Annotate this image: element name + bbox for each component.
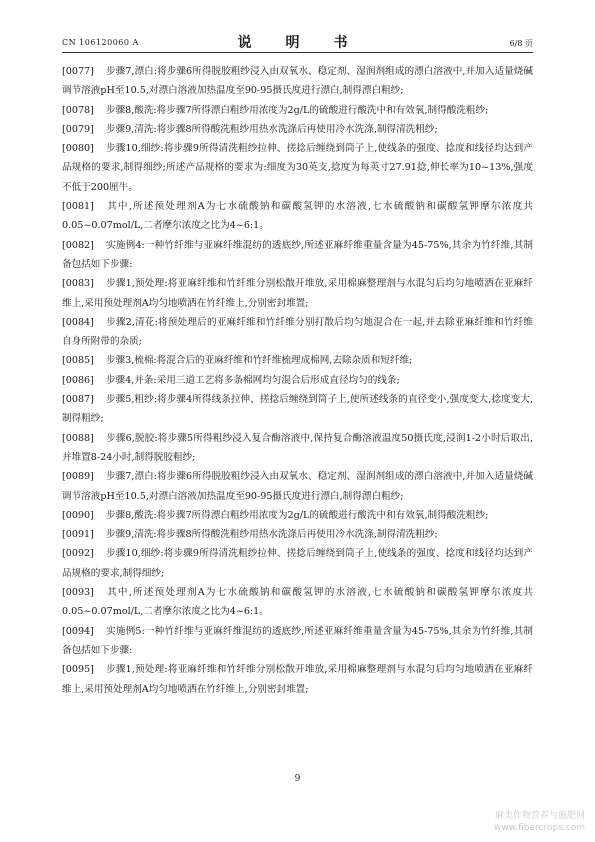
- paragraph-text: 步骤3,梳棉:将混合后的亚麻纤维和竹纤维梳理成棉网,去除杂质和短纤维;: [105, 355, 413, 367]
- paragraph-number: [0093]: [62, 587, 94, 599]
- paragraph: [62, 120, 533, 139]
- paragraph-text: 步骤8,酸洗:将步骤7所得漂白粗纱用浓度为2g/L的硫酸进行酸洗中和有效氧,制得酸洗粗纱;: [105, 509, 489, 521]
- paragraph-text: 步骤7,漂白:将步骤6所得脱胶粗纱浸入由双氧水、稳定剂、湿润剂组成的漂白溶液中,并加入适量烧碱调节溶液pH至10.5,对漂白溶液加热温度至90-95摄氏度进行漂白,制得漂白粗纱;: [62, 66, 533, 97]
- paragraph-text: 步骤6,脱胶:将步骤5所得粗纱浸入复合酶溶液中,保持复合酶溶液温度50摄氏度,浸润1-2小时后取出,并堆置8-24小时,制得脱胶粗纱;: [62, 432, 533, 463]
- paragraph-number: [0085]: [62, 355, 94, 367]
- paragraph-number: [0095]: [62, 664, 94, 676]
- paragraph-text: 步骤10,细纱:将步骤9所得清洗粗纱拉伸、搓捻后缠绕到筒子上,使线条的强度、捻度和线径均达到产品规格的要求,制得细纱;: [62, 548, 533, 579]
- paragraph-text: 实施例5:一种竹纤维与亚麻纤维混纺的透底纱,所述亚麻纤维重量含量为45-75%,其余为竹纤维,其制备包括如下步骤:: [62, 625, 533, 656]
- paragraph-number: [0092]: [62, 548, 94, 560]
- paragraph-number: [0081]: [62, 201, 94, 213]
- paragraph-text: 步骤1,预处理:将亚麻纤维和竹纤维分别松散开堆放,采用棉麻整理剂与水混匀后均匀地喷洒在亚麻纤维上,采用预处理剂A均匀地喷洒在竹纤维上,分别密封堆置;: [62, 664, 533, 695]
- paragraph: [62, 390, 533, 429]
- paragraph-number: [0087]: [62, 394, 94, 406]
- paragraph-number: [0090]: [62, 509, 94, 521]
- paragraph-number: [0079]: [62, 123, 94, 135]
- paragraph: [62, 506, 533, 525]
- paragraph-number: [0086]: [62, 374, 94, 386]
- paragraph-number: [0082]: [62, 239, 94, 251]
- paragraph: [62, 467, 533, 506]
- paragraph-text: 步骤2,清花:将预处理后的亚麻纤维和竹纤维分别打散后均匀地混合在一起,并去除亚麻纤维和竹纤维自身所附带的杂质;: [62, 316, 533, 348]
- page-number: 9: [294, 774, 301, 784]
- paragraph-text: 步骤1,预处理:将亚麻纤维和竹纤维分别松散开堆放,采用棉麻整理剂与水混匀后均匀地喷洒在亚麻纤维上,采用预处理剂A均匀地喷洒在竹纤维上,分别密封堆置;: [62, 278, 533, 309]
- paragraph: [62, 660, 533, 699]
- paragraph-number: [0080]: [62, 143, 94, 155]
- publication-number: CN 106120060 A: [62, 38, 139, 47]
- paragraph-text: 步骤10,细纱:将步骤9所得清洗粗纱拉伸、搓捻后缠绕到筒子上,使线条的强度、捻度和线径均达到产品规格的要求,制得细纱;所述产品规格的要求为:细度为30英支,捻度为每英寸27.91捻,伸长率为10~13%,强度不低于200厘牛。: [62, 143, 533, 193]
- paragraph-number: [0077]: [62, 66, 94, 77]
- paragraph: [62, 583, 533, 622]
- paragraph-text: 实施例4:一种竹纤维与亚麻纤维混纺的透底纱,所述亚麻纤维重量含量为45-75%,其余为竹纤维,其制备包括如下步骤:: [62, 239, 533, 270]
- page-header: [62, 30, 533, 53]
- watermark: [494, 810, 585, 834]
- paragraph: [62, 139, 533, 197]
- paragraph-text: 其中,所述预处理剂A为七水硫酸钠和碳酸氢钾的水溶液,七水硫酸钠和碳酸氢钾摩尔浓度共0.05~0.07mol/L,二者摩尔浓度之比为4~6:1。: [62, 587, 533, 618]
- document-title: 说 明 书: [237, 35, 358, 51]
- paragraph: [62, 274, 533, 313]
- paragraph: [62, 313, 533, 352]
- paragraph-text: 步骤9,清洗:将步骤8所得酸洗粗纱用热水洗涤后再使用冷水洗涤,制得清洗粗纱;: [105, 123, 438, 135]
- paragraph: [62, 371, 533, 390]
- paragraph: [62, 429, 533, 468]
- paragraph-number: [0089]: [62, 471, 94, 483]
- paragraph: [62, 351, 533, 370]
- paragraph-number: [0088]: [62, 432, 94, 444]
- paragraph-number: [0078]: [62, 104, 94, 116]
- description-body: [62, 62, 533, 699]
- paragraph-number: [0083]: [62, 278, 94, 290]
- paragraph: [62, 101, 533, 120]
- paragraph-text: 步骤4,并条:采用三道工艺将多条棉网均匀混合后形成直径均匀的线条;: [105, 374, 400, 386]
- paragraph: [62, 525, 533, 544]
- paragraph-number: [0094]: [62, 625, 94, 637]
- paragraph: [62, 622, 533, 661]
- watermark-url: www.fibercrops.com: [494, 823, 585, 833]
- watermark-site-name: 麻类作物营养与施肥网: [494, 811, 585, 821]
- paragraph-text: 步骤9,清洗:将步骤8所得酸洗粗纱用热水洗涤后再使用冷水洗涤,制得清洗粗纱;: [105, 529, 438, 541]
- paragraph: [62, 544, 533, 583]
- paragraph-text: 步骤5,粗纱:将步骤4所得线条拉伸、搓捻后缠绕到筒子上,使所述线条的直径变小,强度变大,捻度变大,制得粗纱;: [62, 394, 533, 425]
- paragraph: [62, 236, 533, 275]
- paragraph-text: 步骤7,漂白:将步骤6所得脱胶粗纱浸入由双氧水、稳定剂、湿润剂组成的漂白溶液中,并加入适量烧碱调节溶液pH至10.5,对漂白溶液加热温度至90-95摄氏度进行漂白,制得漂白粗纱;: [62, 471, 533, 502]
- paragraph-text: 其中,所述预处理剂A为七水硫酸钠和碳酸氢钾的水溶液,七水硫酸钠和碳酸氢钾摩尔浓度共0.05~0.07mol/L,二者摩尔浓度之比为4~6:1。: [62, 201, 533, 232]
- paragraph-number: [0084]: [62, 316, 94, 328]
- paragraph: [62, 62, 533, 101]
- paragraph-number: [0091]: [62, 529, 94, 541]
- page-info: 6/8 页: [509, 39, 533, 48]
- paragraph-text: 步骤8,酸洗:将步骤7所得漂白粗纱用浓度为2g/L的硫酸进行酸洗中和有效氧,制得酸洗粗纱;: [105, 104, 489, 116]
- paragraph: [62, 197, 533, 236]
